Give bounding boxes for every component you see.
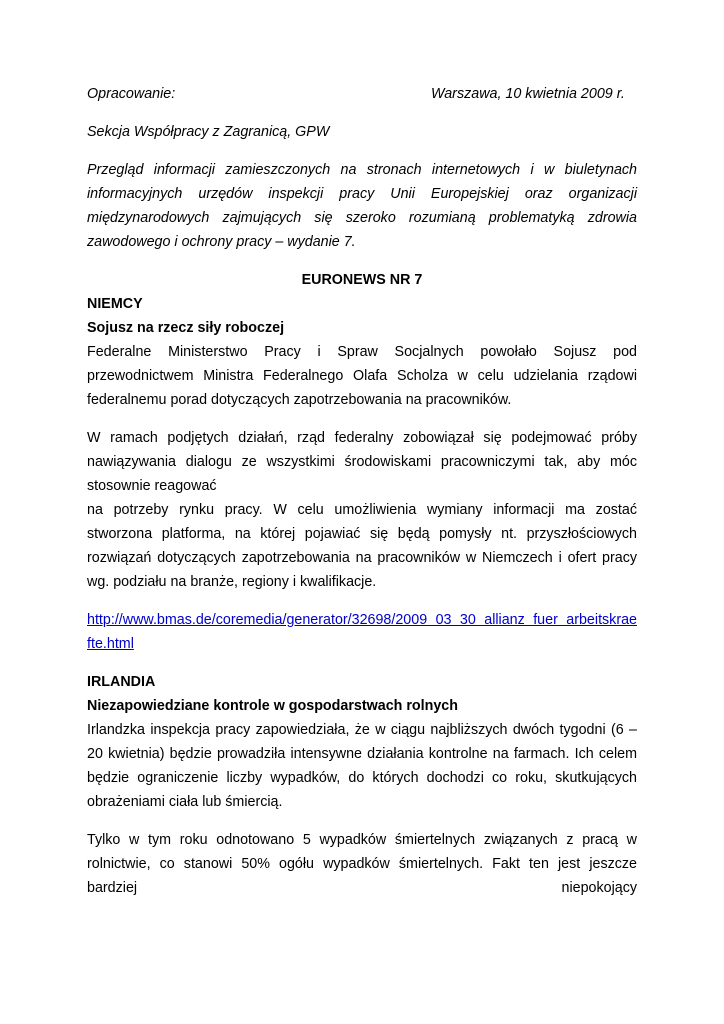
article-heading-ireland: Niezapowiedziane kontrole w gospodarstwach rolnych xyxy=(87,698,458,714)
germany-source-link[interactable] xyxy=(87,608,637,656)
document-title: EURONEWS NR 7 xyxy=(301,272,423,288)
intro-paragraph: Przegląd informacji zamieszczonych na stronach internetowych i w biuletynach informacyjnych urzędów inspekcji pracy Unii Europejskiej oraz organizacji międzynarodowych zajmujących się szeroko rozumianą problematyką zdrowia zawodowego i ochrony pracy – wydanie 7. xyxy=(87,162,637,250)
ireland-paragraph-1: Irlandzka inspekcja pracy zapowiedziała, że w ciągu najbliższych dwóch tygodni (6 – 20 kwietnia) będzie prowadziła intensywne działania kontrolne na farmach. Ich celem będzie ograniczenie liczby wypadków, do których dochodzi co roku, skutkujących obrażeniami ciała lub śmiercią. xyxy=(87,722,637,810)
section-line: Sekcja Współpracy z Zagranicą, GPW xyxy=(87,124,330,140)
article-heading-germany: Sojusz na rzecz siły roboczej xyxy=(87,320,285,336)
source-link-line-1[interactable]: http://www.bmas.de/coremedia/generator/32698/2009 03 30 allianz fuer arbeitskrae xyxy=(87,612,637,628)
germany-paragraph-2a: W ramach podjętych działań, rząd federalny zobowiązał się podejmować próby nawiązywania dialogu ze wszystkimi środowiskami pracowniczymi tak, aby móc stosownie reagować xyxy=(87,430,637,494)
document-header xyxy=(87,82,637,106)
country-heading-germany: NIEMCY xyxy=(87,296,143,312)
document-page xyxy=(87,82,637,900)
source-link-line-2[interactable]: fte.html xyxy=(87,636,134,652)
ireland-paragraph-2: Tylko w tym roku odnotowano 5 wypadków śmiertelnych związanych z pracą w rolnictwie, co stanowi 50% ogółu wypadków śmiertelnych. Fakt ten jest jeszcze bardziej niepokojący xyxy=(87,832,637,896)
germany-paragraph-2b: na potrzeby rynku pracy. W celu umożliwienia wymiany informacji ma zostać stworzona platforma, na której pojawiać się będą pomysły nt. przyszłościowych rozwiązań dotyczących zapotrzebowania na pracowników w Niemczech i ofert pracy wg. podziału na branże, regiony i kwalifikacje. xyxy=(87,502,637,590)
place-date: Warszawa, 10 kwietnia 2009 r. xyxy=(431,86,625,102)
country-heading-ireland: IRLANDIA xyxy=(87,674,156,690)
prepared-by-label: Opracowanie: xyxy=(87,86,176,102)
germany-paragraph-1: Federalne Ministerstwo Pracy i Spraw Socjalnych powołało Sojusz pod przewodnictwem Ministra Federalnego Olafa Scholza w celu udzielania rządowi federalnemu porad dotyczących zapotrzebowania na pracowników. xyxy=(87,344,637,408)
